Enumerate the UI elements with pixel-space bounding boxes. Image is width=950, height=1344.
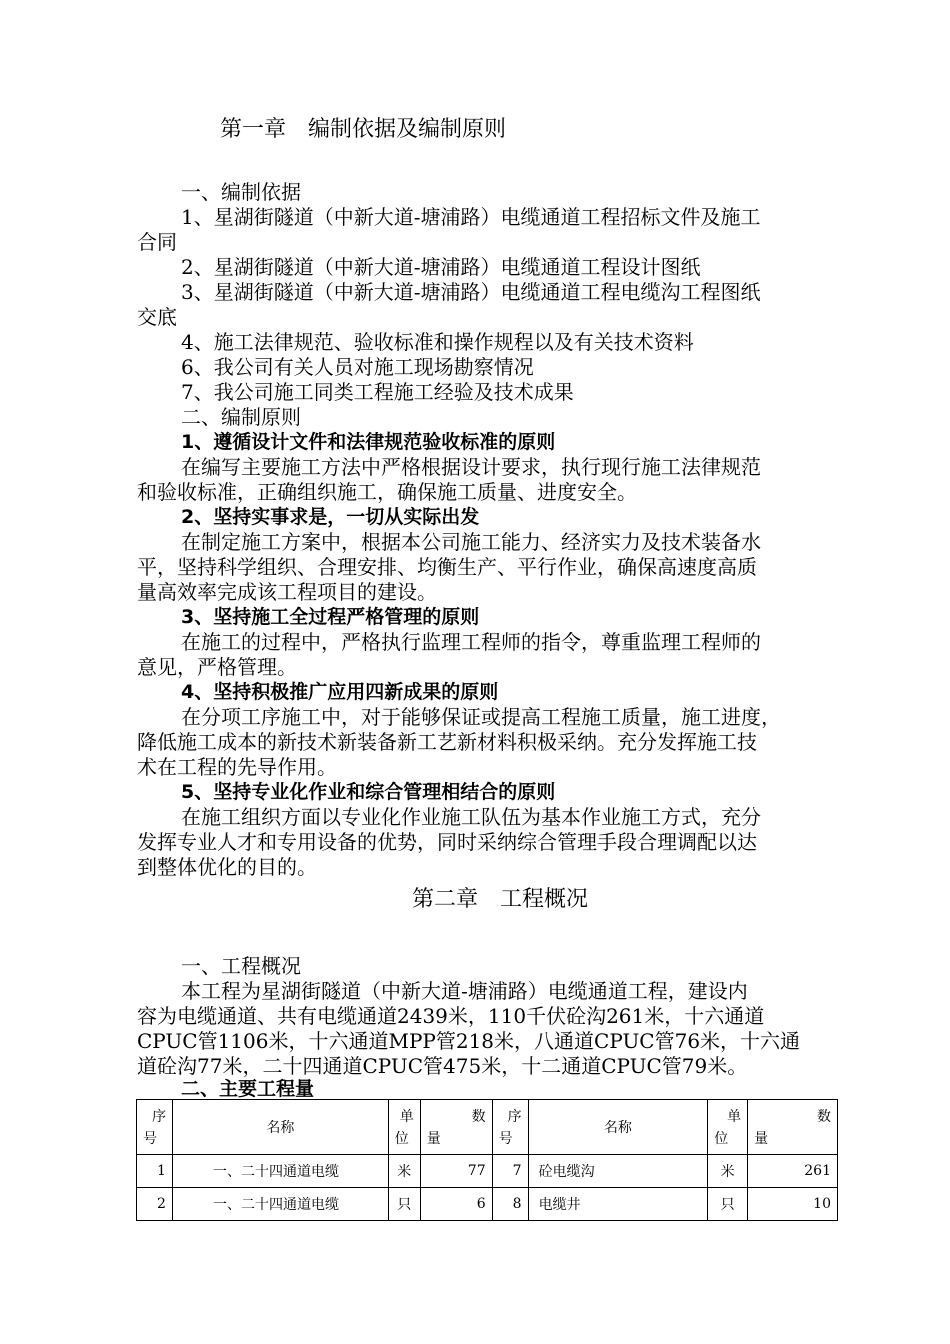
header-qty: 数 量 bbox=[748, 1100, 838, 1155]
paragraph-line: 发挥专业人才和专用设备的优势，同时采纳综合管理手段合理调配以达 bbox=[137, 830, 757, 854]
paragraph-line: 意见，严格管理。 bbox=[137, 655, 297, 679]
cell-name: 电缆井 bbox=[528, 1188, 708, 1221]
chapter-1-title: 第一章 编制依据及编制原则 bbox=[220, 117, 507, 142]
basis-line: 合同 bbox=[137, 230, 177, 254]
cell-unit: 只 bbox=[708, 1188, 748, 1221]
paragraph-line: 到整体优化的目的。 bbox=[137, 855, 317, 879]
header-seq: 序 号 bbox=[137, 1100, 173, 1155]
header-qty: 数 量 bbox=[420, 1100, 492, 1155]
cell-seq: 2 bbox=[137, 1188, 173, 1221]
cell-qty: 10 bbox=[748, 1188, 838, 1221]
cell-name: 砼电缆沟 bbox=[528, 1155, 708, 1188]
cell-qty: 261 bbox=[748, 1155, 838, 1188]
paragraph-line: 容为电缆通道、共有电缆通道2439米，110千伏砼沟261米，十六通道 bbox=[137, 1004, 765, 1028]
paragraph-line: 在编写主要施工方法中严格根据设计要求，执行现行施工法律规范 bbox=[181, 455, 761, 479]
header-name: 名称 bbox=[172, 1100, 388, 1155]
basis-line: 2、星湖街隧道（中新大道-塘浦路）电缆通道工程设计图纸 bbox=[181, 255, 701, 279]
paragraph-line: 在分项工序施工中，对于能够保证或提高工程施工质量，施工进度， bbox=[181, 705, 781, 729]
paragraph-line: 道砼沟77米，二十四通道CPUC管475米，十二通道CPUC管79米。 bbox=[137, 1054, 748, 1078]
principle-title: 2、坚持实事求是，一切从实际出发 bbox=[181, 506, 480, 528]
header-name: 名称 bbox=[528, 1100, 708, 1155]
quantity-table bbox=[136, 1099, 838, 1221]
section-heading: 二、主要工程量 bbox=[181, 1078, 315, 1100]
cell-name: 一、二十四通道电缆 bbox=[172, 1188, 388, 1221]
paragraph-line: 在施工组织方面以专业化作业施工队伍为基本作业施工方式，充分 bbox=[181, 805, 761, 829]
cell-qty: 6 bbox=[420, 1188, 492, 1221]
cell-seq: 1 bbox=[137, 1155, 173, 1188]
cell-unit: 只 bbox=[388, 1188, 420, 1221]
basis-line: 3、星湖街隧道（中新大道-塘浦路）电缆通道工程电缆沟工程图纸 bbox=[181, 280, 761, 304]
principle-title: 5、坚持专业化作业和综合管理相结合的原则 bbox=[181, 781, 556, 803]
table-header-row bbox=[137, 1100, 838, 1155]
section-heading: 一、编制依据 bbox=[181, 180, 301, 204]
cell-seq: 7 bbox=[492, 1155, 528, 1188]
paragraph-line: 术在工程的先导作用。 bbox=[137, 755, 337, 779]
paragraph-line: 在施工的过程中，严格执行监理工程师的指令，尊重监理工程师的 bbox=[181, 630, 761, 654]
header-unit: 单 位 bbox=[708, 1100, 748, 1155]
basis-line: 7、我公司施工同类工程施工经验及技术成果 bbox=[181, 380, 574, 404]
cell-unit: 米 bbox=[388, 1155, 420, 1188]
paragraph-line: 本工程为星湖街隧道（中新大道-塘浦路）电缆通道工程，建设内 bbox=[181, 979, 748, 1003]
cell-qty: 77 bbox=[420, 1155, 492, 1188]
header-seq: 序 号 bbox=[492, 1100, 528, 1155]
chapter-2-title: 第二章 工程概况 bbox=[412, 887, 589, 912]
cell-seq: 8 bbox=[492, 1188, 528, 1221]
paragraph-line: 降低施工成本的新技术新装备新工艺新材料积极采纳。充分发挥施工技 bbox=[137, 730, 757, 754]
paragraph-line: 量高效率完成该工程项目的建设。 bbox=[137, 580, 437, 604]
basis-line: 交底 bbox=[137, 305, 177, 329]
principle-title: 4、坚持积极推广应用四新成果的原则 bbox=[181, 681, 499, 703]
section-heading: 一、工程概况 bbox=[181, 954, 301, 978]
table-row bbox=[137, 1188, 838, 1221]
paragraph-line: CPUC管1106米，十六通道MPP管218米，八通道CPUC管76米，十六通 bbox=[137, 1029, 801, 1053]
cell-name: 一、二十四通道电缆 bbox=[172, 1155, 388, 1188]
principle-title: 1、遵循设计文件和法律规范验收标准的原则 bbox=[181, 431, 556, 453]
table-row bbox=[137, 1155, 838, 1188]
paragraph-line: 和验收标准，正确组织施工，确保施工质量、进度安全。 bbox=[137, 480, 637, 504]
section-heading: 二、编制原则 bbox=[181, 405, 301, 429]
basis-line: 6、我公司有关人员对施工现场勘察情况 bbox=[181, 355, 534, 379]
basis-line: 1、星湖街隧道（中新大道-塘浦路）电缆通道工程招标文件及施工 bbox=[181, 205, 761, 229]
header-unit: 单 位 bbox=[388, 1100, 420, 1155]
basis-line: 4、施工法律规范、验收标准和操作规程以及有关技术资料 bbox=[181, 330, 694, 354]
cell-unit: 米 bbox=[708, 1155, 748, 1188]
paragraph-line: 平，坚持科学组织、合理安排、均衡生产、平行作业，确保高速度高质 bbox=[137, 555, 757, 579]
paragraph-line: 在制定施工方案中，根据本公司施工能力、经济实力及技术装备水 bbox=[181, 530, 761, 554]
principle-title: 3、坚持施工全过程严格管理的原则 bbox=[181, 606, 480, 628]
